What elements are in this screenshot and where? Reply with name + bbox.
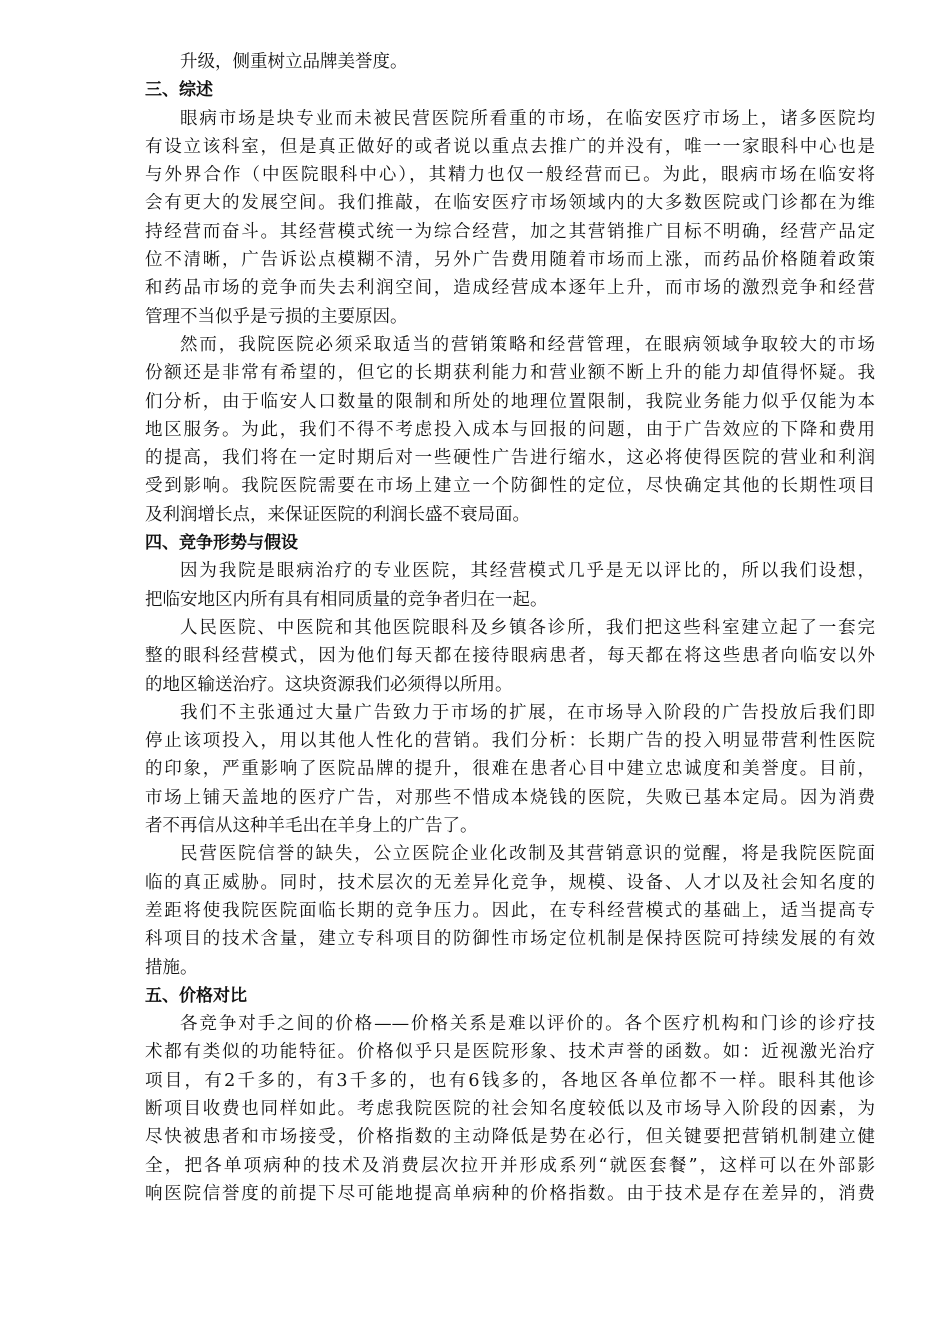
text-line: 全，把各单项病种的技术及消费层次拉开并形成系列“就医套餐”，这样可以在外部影 [145, 1155, 875, 1176]
text-line: 差距将使我院医院面临长期的竞争压力。因此，在专科经营模式的基础上，适当提高专 [145, 900, 875, 921]
text-line: 的地区输送治疗。这块资源我们必须得以所用。 [145, 674, 513, 695]
section-heading: 五、价格对比 [145, 985, 247, 1006]
text-line: 因为我院是眼病治疗的专业医院，其经营模式几乎是无以评比的，所以我们设想， [180, 561, 875, 582]
text-line: 眼病市场是块专业而未被民营医院所看重的市场，在临安医疗市场上，诸多医院均 [180, 108, 875, 129]
text-line: 会有更大的发展空间。我们推敲，在临安医疗市场领域内的大多数医院或门诊都在为维 [145, 193, 875, 214]
section-heading: 三、综述 [145, 80, 213, 101]
text-line: 管理不当似乎是亏损的主要原因。 [145, 306, 408, 327]
text-line: 响医院信誉度的前提下尽可能地提高单病种的价格指数。由于技术是存在差异的，消费 [145, 1183, 875, 1204]
text-line: 地区服务。为此，我们不得不考虑投入成本与回报的问题，由于广告效应的下降和费用 [145, 419, 875, 440]
text-line: 停止该项投入，用以其他人性化的营销。我们分析：长期广告的投入明显带营利性医院 [145, 731, 875, 752]
text-line: 人民医院、中医院和其他医院眼科及乡镇各诊所，我们把这些科室建立起了一套完 [180, 617, 875, 638]
text-line: 的印象，严重影响了医院品牌的提升，很难在患者心目中建立忠诚度和美誉度。目前， [145, 759, 875, 780]
text-line: 各竞争对手之间的价格——价格关系是难以评价的。各个医疗机构和门诊的诊疗技 [180, 1014, 875, 1035]
text-line: 位不清晰，广告诉讼点模糊不清，另外广告费用随着市场而上涨，而药品价格随着政策 [145, 250, 875, 271]
document-page [145, 48, 875, 1208]
text-line: 把临安地区内所有具有相同质量的竞争者归在一起。 [145, 589, 548, 610]
text-line: 项目，有2千多的，有3千多的，也有6钱多的，各地区各单位都不一样。眼科其他诊 [145, 1070, 875, 1091]
text-line: 术都有类似的功能特征。价格似乎只是医院形象、技术声誉的函数。如：近视激光治疗 [145, 1042, 875, 1063]
text-line: 尽快被患者和市场接受，价格指数的主动降低是势在必行，但关键要把营销机制建立健 [145, 1127, 875, 1148]
text-line: 断项目收费也同样如此。考虑我院医院的社会知名度较低以及市场导入阶段的因素，为 [145, 1098, 875, 1119]
text-line: 者不再信从这种羊毛出在羊身上的广告了。 [145, 816, 478, 837]
text-line: 及利润增长点，来保证医院的利润长盛不衰局面。 [145, 504, 530, 525]
text-line: 科项目的技术含量，建立专科项目的防御性市场定位机制是保持医院可持续发展的有效 [145, 929, 875, 950]
text-line: 市场上铺天盖地的医疗广告，对那些不惜成本烧钱的医院，失败已基本定局。因为消费 [145, 787, 875, 808]
text-line: 升级，侧重树立品牌美誉度。 [180, 52, 408, 72]
text-line: 我们不主张通过大量广告致力于市场的扩展，在市场导入阶段的广告投放后我们即 [180, 702, 875, 723]
text-line: 受到影响。我院医院需要在市场上建立一个防御性的定位，尽快确定其他的长期性项目 [145, 476, 875, 497]
text-line: 临的真正威胁。同时，技术层次的无差异化竞争，规模、设备、人才以及社会知名度的 [145, 872, 875, 893]
text-line: 有设立该科室，但是真正做好的或者说以重点去推广的并没有，唯一一家眼科中心也是 [145, 136, 875, 157]
text-line: 的提高，我们将在一定时期后对一些硬性广告进行缩水，这必将使得医院的营业和利润 [145, 448, 875, 469]
text-line: 和药品市场的竞争而失去利润空间，造成经营成本逐年上升，而市场的激烈竞争和经营 [145, 278, 875, 299]
text-line: 整的眼科经营模式，因为他们每天都在接待眼病患者，每天都在将这些患者向临安以外 [145, 646, 875, 667]
text-line: 民营医院信誉的缺失，公立医院企业化改制及其营销意识的觉醒，将是我院医院面 [180, 844, 875, 865]
text-line: 措施。 [145, 957, 198, 978]
section-heading: 四、竞争形势与假设 [145, 533, 298, 554]
text-line: 与外界合作（中医院眼科中心），其精力也仅一般经营而已。为此，眼病市场在临安将 [145, 165, 875, 186]
text-line: 然而，我院医院必须采取适当的营销策略和经营管理，在眼病领域争取较大的市场 [180, 334, 875, 355]
text-line: 们分析，由于临安人口数量的限制和所处的地理位置限制，我院业务能力似乎仅能为本 [145, 391, 875, 412]
text-line: 份额还是非常有希望的，但它的长期获利能力和营业额不断上升的能力却值得怀疑。我 [145, 363, 875, 384]
text-line: 持经营而奋斗。其经营模式统一为综合经营，加之其营销推广目标不明确，经营产品定 [145, 221, 875, 242]
